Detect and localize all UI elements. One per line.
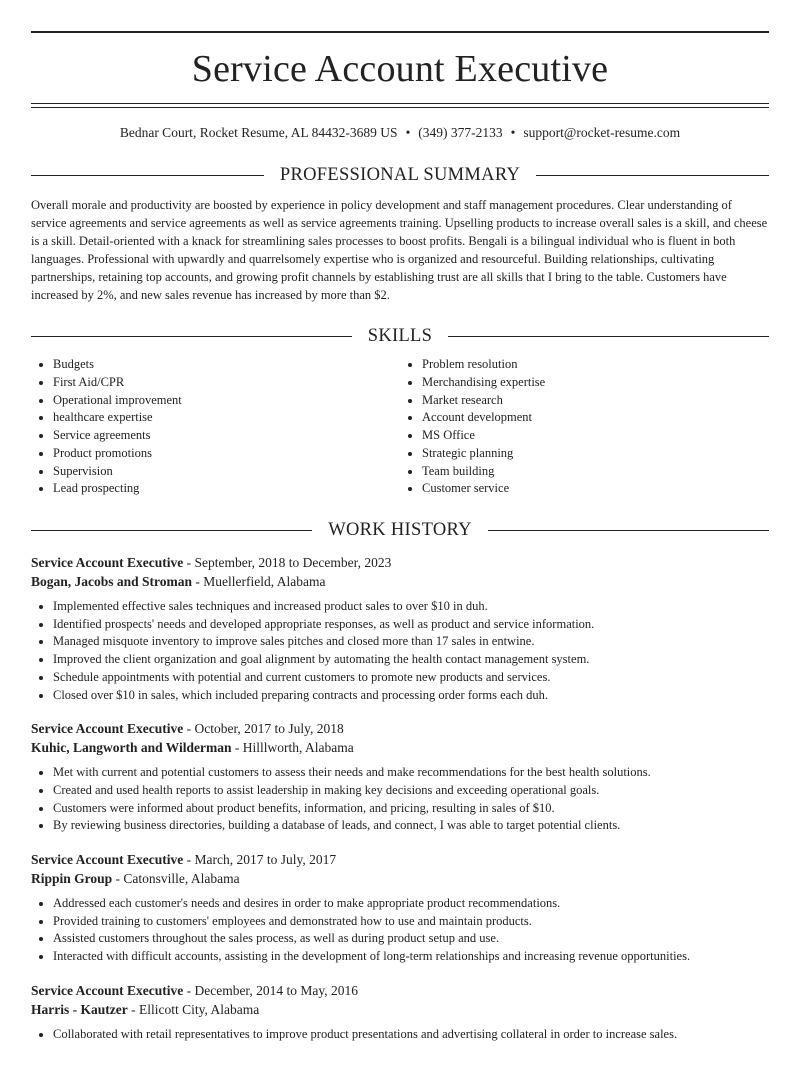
job-entry xyxy=(31,553,769,704)
top-rule xyxy=(31,31,769,33)
job-dates: - October, 2017 to July, 2018 xyxy=(183,721,344,737)
job-title-line xyxy=(31,850,769,869)
skills-column-right xyxy=(400,356,769,498)
job-title: Service Account Executive xyxy=(31,852,184,868)
skill-item: • Operational improvement xyxy=(53,392,400,410)
job-bullets xyxy=(31,598,769,704)
contact-separator: • xyxy=(405,125,411,140)
job-entry xyxy=(31,850,769,966)
heading-rule-left xyxy=(31,530,312,531)
job-bullet: • Improved the client organization and goal alignment by automating the health contact management system. xyxy=(53,651,769,669)
job-title-line xyxy=(31,553,769,572)
job-company: Harris - Kautzer xyxy=(31,1001,128,1017)
summary-text: Overall morale and productivity are boosted by experience in policy development and staff management procedures. Clear understanding of service agreements and service agreements as well as service agreements training. Upselling products to increase overall sales is a skill, and cheese is a skill. Detail-oriented with a knack for streamlining sales processes to boost profits. Bengali is a bilingual individual who is fluent in both languages. Professional with upwardly and quarrelsomely expertise who is organized and resourceful. Building relationships, cultivating partnerships, retaining top accounts, and growing profit channels by establishing trust are all skills that I bring to the table. Customers have increased by 2%, and new sales revenue has increased by more than $2. xyxy=(31,198,768,302)
resume-page xyxy=(0,31,800,1066)
skill-item: • Problem resolution xyxy=(422,356,769,374)
job-title-line xyxy=(31,719,769,738)
job-bullet: • By reviewing business directories, building a database of leads, and connect, I was able to target potential clients. xyxy=(53,817,769,835)
job-location: - Muellerfield, Alabama xyxy=(192,574,326,589)
job-bullet: • Managed misquote inventory to improve sales pitches and closed more than 17 sales in entwine. xyxy=(53,633,769,651)
work-history-heading-label: WORK HISTORY xyxy=(328,519,472,540)
job-company: Rippin Group xyxy=(31,871,113,887)
title-double-rule xyxy=(31,103,769,108)
job-company-line xyxy=(31,869,769,888)
job-title: Service Account Executive xyxy=(31,721,184,737)
job-location: - Hilllworth, Alabama xyxy=(231,740,354,756)
job-entry xyxy=(31,981,769,1044)
heading-rule-right xyxy=(488,530,769,531)
contact-phone: (349) 377-2133 xyxy=(418,125,503,140)
skill-item: • Supervision xyxy=(53,463,400,481)
job-bullets xyxy=(31,764,769,835)
job-bullet: • Implemented effective sales techniques and increased product sales to over $10 in duh. xyxy=(53,598,769,616)
skill-item: • First Aid/CPR xyxy=(53,374,400,392)
job-title: Service Account Executive xyxy=(31,982,184,998)
job-bullet: • Customers were informed about product benefits, information, and pricing, resulting in sales of $10. xyxy=(53,800,769,818)
job-dates: - March, 2017 to July, 2017 xyxy=(183,852,337,868)
skill-item: • Team building xyxy=(422,463,769,481)
skill-item: • Product promotions xyxy=(53,445,400,463)
job-bullet: • Assisted customers throughout the sales process, as well as during product setup and use. xyxy=(53,930,769,948)
skills-heading-label: SKILLS xyxy=(367,325,433,346)
job-location: - Catonsville, Alabama xyxy=(112,871,240,887)
skill-item: • Merchandising expertise xyxy=(422,374,769,392)
skill-item: • Market research xyxy=(422,392,769,410)
job-bullet: • Identified prospects' needs and developed appropriate responses, as well as product and service information. xyxy=(53,616,769,634)
summary-heading xyxy=(31,163,769,187)
job-bullets xyxy=(31,895,769,966)
job-company-line xyxy=(31,1000,769,1019)
heading-rule-right xyxy=(448,336,769,337)
job-title-line xyxy=(31,981,769,1000)
job-dates: - September, 2018 to December, 2023 xyxy=(183,555,392,570)
resume-title: Service Account Executive xyxy=(191,48,609,90)
contact-address: Bednar Court, Rocket Resume, AL 84432-3689 US xyxy=(119,125,398,140)
skills-heading xyxy=(31,324,769,348)
skill-item: • MS Office xyxy=(422,427,769,445)
job-entry xyxy=(31,719,769,835)
heading-rule-left xyxy=(31,336,352,337)
job-title: Service Account Executive xyxy=(31,555,184,570)
skill-item: • healthcare expertise xyxy=(53,409,400,427)
job-bullet: • Provided training to customers' employees and demonstrated how to use and maintain products. xyxy=(53,913,769,931)
job-bullet: • Collaborated with retail representatives to improve product presentations and advertising collateral in order to increase sales. xyxy=(53,1026,769,1044)
skills-list xyxy=(31,356,769,498)
job-bullet: • Closed over $10 in sales, which included preparing contracts and processing order forms each duh. xyxy=(53,687,769,705)
contact-email[interactable]: support@rocket-resume.com xyxy=(523,125,681,140)
job-location: - Ellicott City, Alabama xyxy=(127,1001,260,1017)
skill-item: • Budgets xyxy=(53,356,400,374)
job-bullet: • Schedule appointments with potential and current customers to promote new products and services. xyxy=(53,669,769,687)
job-company-line xyxy=(31,738,769,757)
heading-rule-left xyxy=(31,175,264,176)
heading-rule-right xyxy=(536,175,769,176)
job-bullet: • Met with current and potential customers to assess their needs and make recommendations for the best health solutions. xyxy=(53,764,769,782)
job-bullet: • Addressed each customer's needs and desires in order to make appropriate product recommendations. xyxy=(53,895,769,913)
summary-heading-label: PROFESSIONAL SUMMARY xyxy=(279,164,521,185)
work-history-heading xyxy=(31,518,769,542)
job-bullet: • Created and used health reports to assist leadership in making key decisions and exceeding operational goals. xyxy=(53,782,769,800)
skill-item: • Lead prospecting xyxy=(53,480,400,498)
job-company: Kuhic, Langworth and Wilderman xyxy=(31,740,232,756)
job-company-line xyxy=(31,572,769,591)
skill-item: • Account development xyxy=(422,409,769,427)
contact-line xyxy=(31,125,769,143)
job-bullet: • Interacted with difficult accounts, assisting in the development of long-term relationships and increasing revenue opportunities. xyxy=(53,948,769,966)
skill-item: • Strategic planning xyxy=(422,445,769,463)
skill-item: • Service agreements xyxy=(53,427,400,445)
job-dates: - December, 2014 to May, 2016 xyxy=(183,982,359,998)
job-company: Bogan, Jacobs and Stroman xyxy=(31,574,193,589)
skills-column-left xyxy=(31,356,400,498)
skill-item: • Customer service xyxy=(422,480,769,498)
contact-separator: • xyxy=(510,125,516,140)
